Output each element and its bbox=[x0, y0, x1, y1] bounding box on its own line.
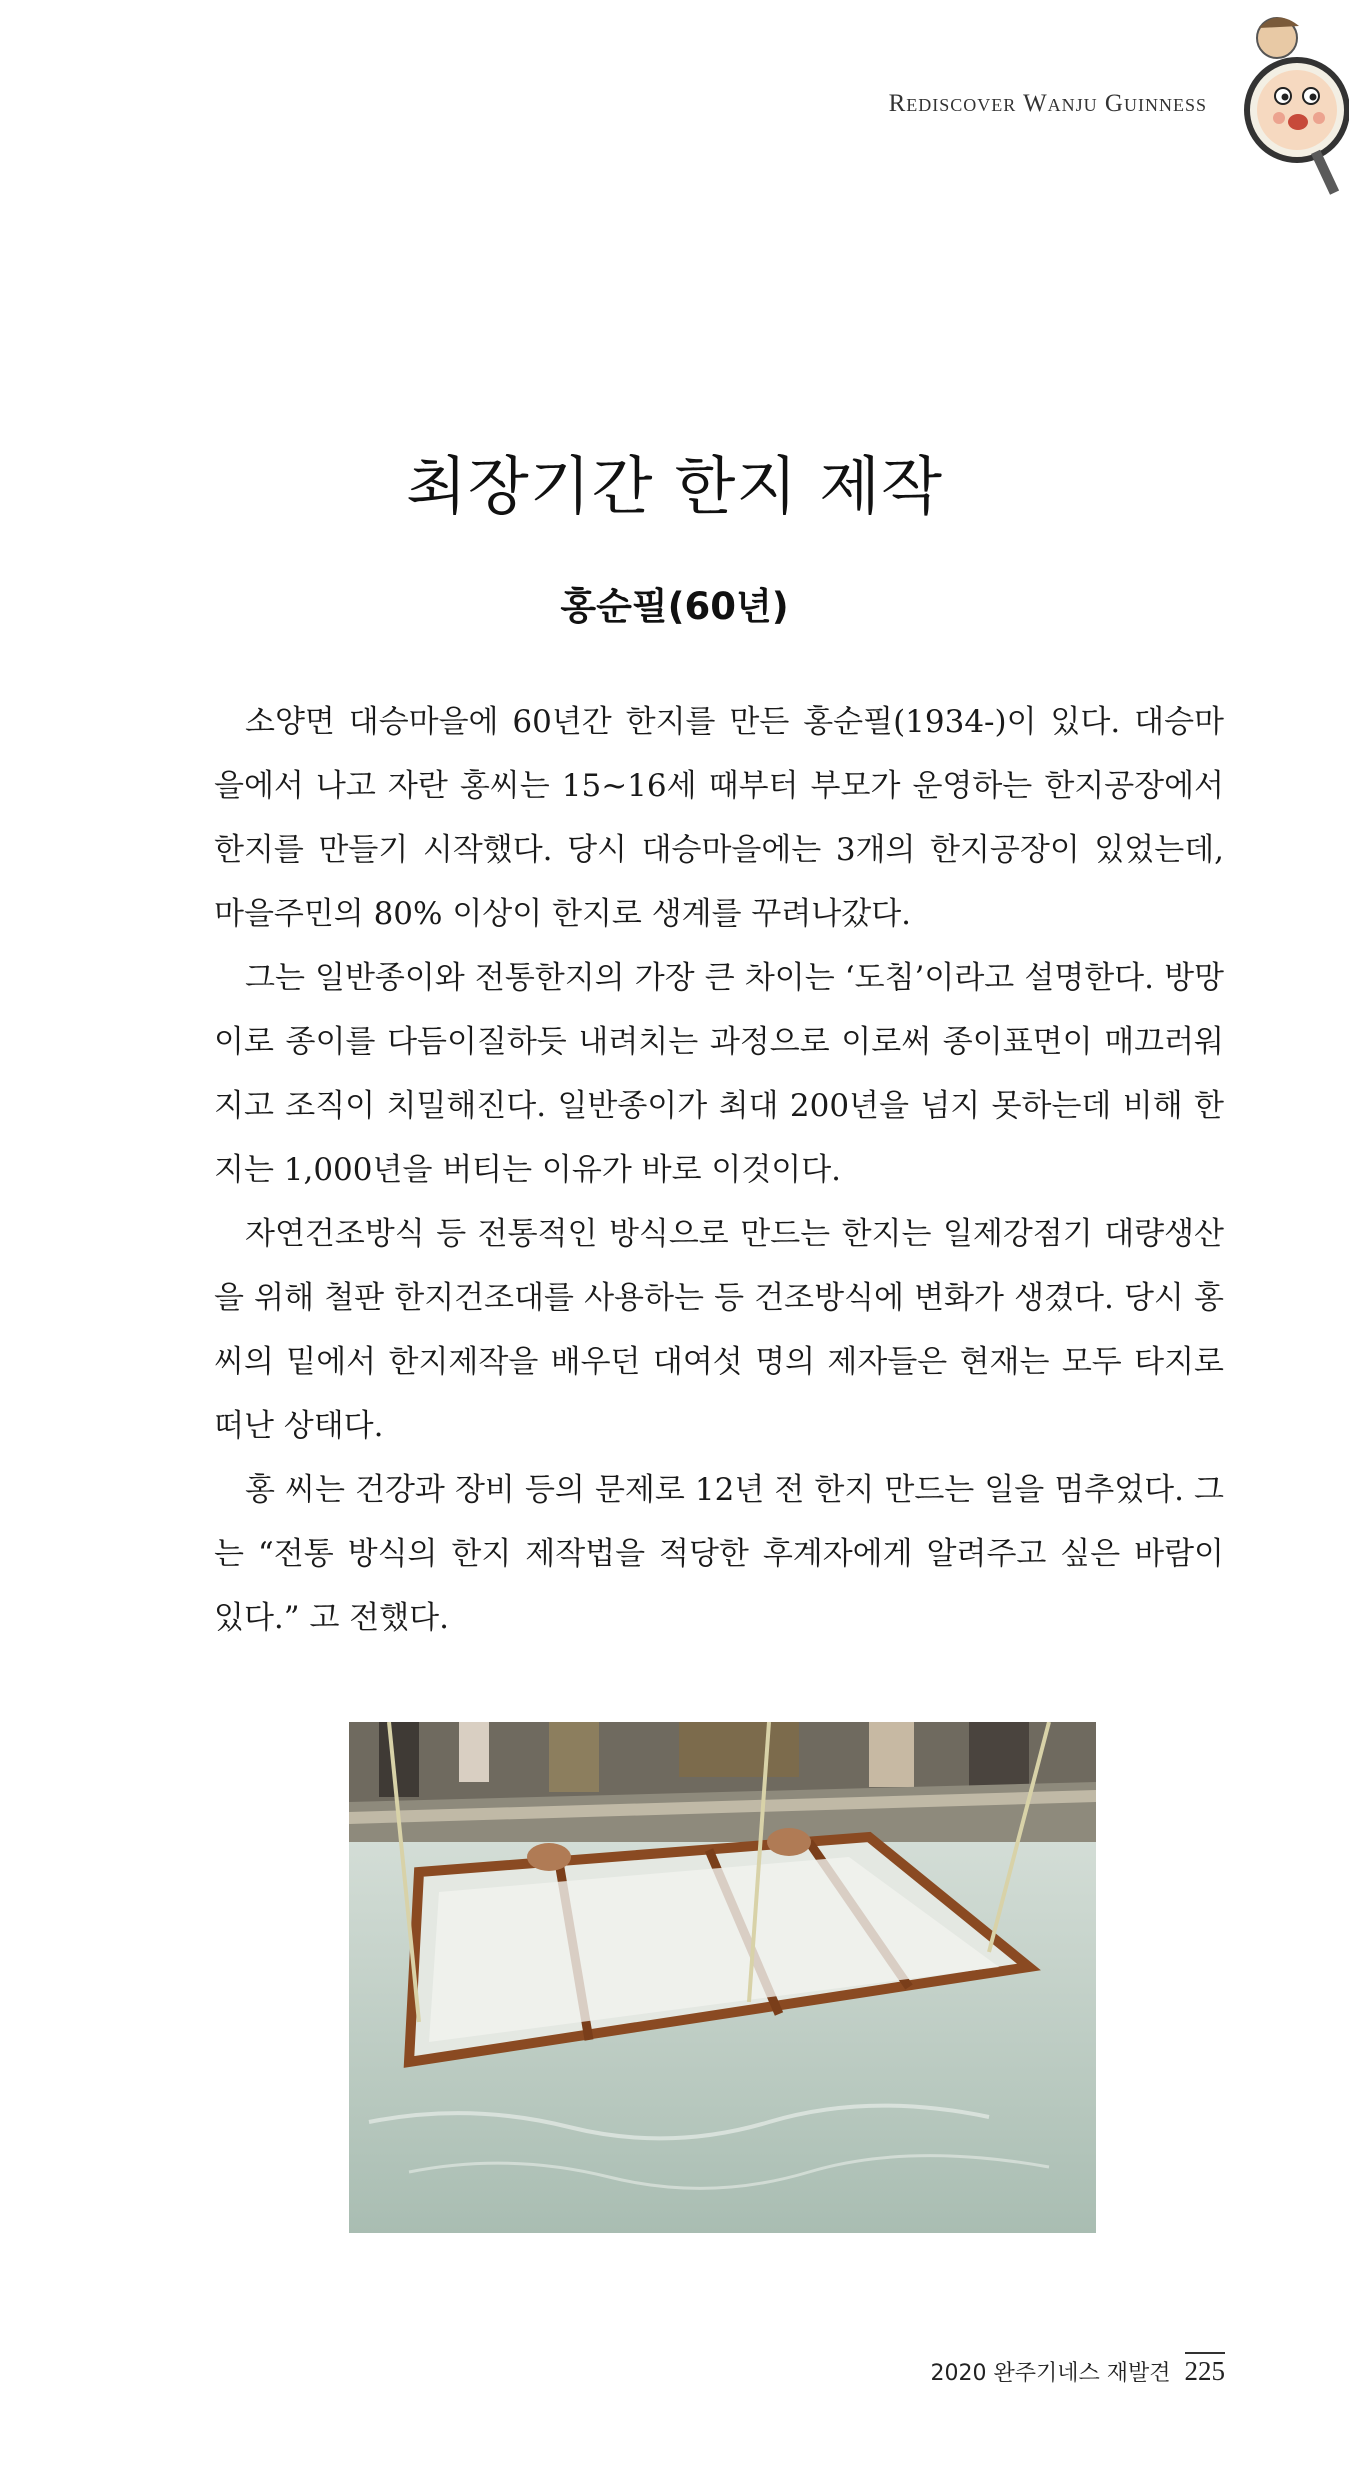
page-number: 225 bbox=[1185, 2352, 1226, 2387]
page-title: 최장기간 한지 제작 bbox=[406, 450, 943, 523]
paragraph: 소양면 대승마을에 60년간 한지를 만든 홍순필(1934-)이 있다. 대승마을에서 나고 자란 홍씨는 15~16세 때부터 부모가 운영하는 한지공장에서 한지를 만들기 시작했다. 당시 대승마을에는 3개의 한지공장이 있었는데, 마을주민의 80% 이상이 한지로 생계를 꾸려나갔다. bbox=[214, 704, 1224, 932]
article-body bbox=[214, 690, 1224, 1650]
paragraph: 자연건조방식 등 전통적인 방식으로 만드는 한지는 일제강점기 대량생산을 위해 철판 한지건조대를 사용하는 등 건조방식에 변화가 생겼다. 당시 홍 씨의 밑에서 한지제작을 배우던 대여섯 명의 제자들은 현재는 모두 타지로 떠난 상태다. bbox=[214, 1216, 1224, 1444]
page-subtitle: 홍순필(60년) bbox=[560, 585, 789, 628]
page-footer bbox=[931, 2352, 1226, 2387]
magnifier-mascot-icon bbox=[1219, 0, 1349, 200]
footer-book-title: 2020 완주기네스 재발견 bbox=[930, 2361, 1171, 2386]
paragraph: 그는 일반종이와 전통한지의 가장 큰 차이는 ‘도침’이라고 설명한다. 방망이로 종이를 다듬이질하듯 내려치는 과정으로 이로써 종이표면이 매끄러워지고 조직이 치밀해진다. 일반종이가 최대 200년을 넘지 못하는데 비해 한지는 1,000년을 버티는 이유가 바로 이것이다. bbox=[214, 960, 1224, 1188]
running-header: Rediscover Wanju Guinness bbox=[888, 90, 1207, 117]
hanji-vat-photo bbox=[349, 1722, 1096, 2233]
paragraph: 홍 씨는 건강과 장비 등의 문제로 12년 전 한지 만드는 일을 멈추었다. 그는 “전통 방식의 한지 제작법을 적당한 후계자에게 알려주고 싶은 바람이 있다.” 고 전했다. bbox=[214, 1472, 1224, 1636]
